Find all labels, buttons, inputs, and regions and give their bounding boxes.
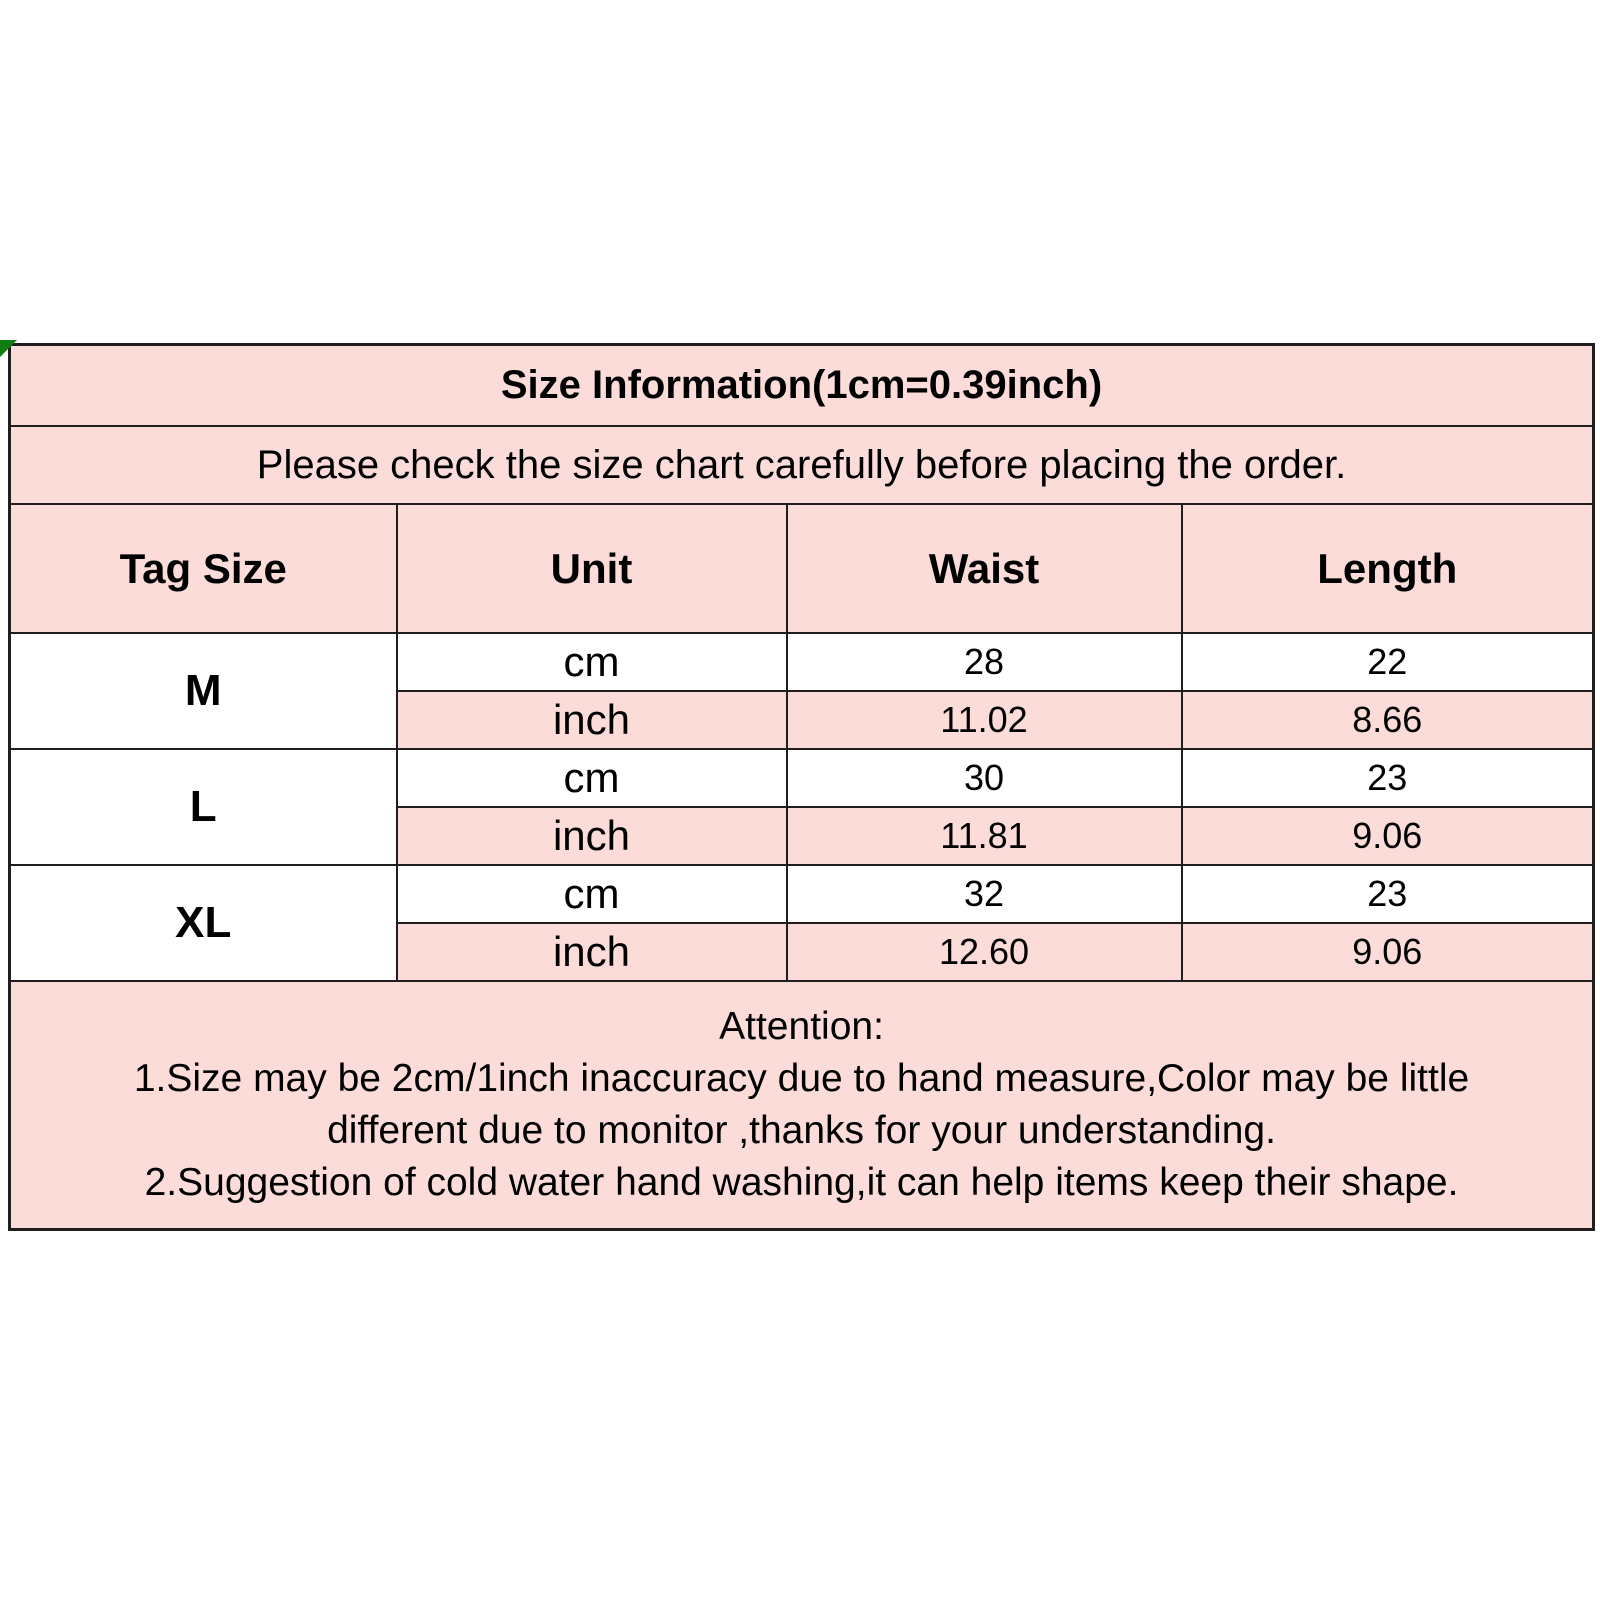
length-value: 9.06: [1182, 923, 1594, 981]
attention-row: [10, 981, 1594, 1230]
header-tag-size: Tag Size: [10, 504, 397, 633]
attention-line-2: different due to monitor ,thanks for your understanding.: [327, 1109, 1276, 1152]
unit-cell: cm: [397, 749, 787, 807]
length-value: 23: [1182, 865, 1594, 923]
column-header-row: [10, 504, 1594, 633]
title-row: [10, 345, 1594, 427]
length-value: 9.06: [1182, 807, 1594, 865]
waist-value: 11.02: [787, 691, 1182, 749]
header-length: Length: [1182, 504, 1594, 633]
unit-cell: cm: [397, 633, 787, 691]
subtitle-row: [10, 426, 1594, 504]
chart-subtitle: Please check the size chart carefully before placing the order.: [10, 426, 1594, 504]
attention-line-3: 2.Suggestion of cold water hand washing,it can help items keep their shape.: [144, 1161, 1459, 1204]
waist-value: 28: [787, 633, 1182, 691]
chart-title: Size Information(1cm=0.39inch): [10, 345, 1594, 427]
length-value: 23: [1182, 749, 1594, 807]
waist-value: 11.81: [787, 807, 1182, 865]
header-unit: Unit: [397, 504, 787, 633]
attention-line-1: 1.Size may be 2cm/1inch inaccuracy due to hand measure,Color may be little: [133, 1057, 1470, 1100]
header-waist: Waist: [787, 504, 1182, 633]
unit-cell: inch: [397, 691, 787, 749]
attention-heading: Attention:: [719, 1005, 884, 1048]
attention-note: [10, 981, 1594, 1230]
unit-cell: inch: [397, 807, 787, 865]
unit-cell: cm: [397, 865, 787, 923]
table-row-l-cm: [10, 749, 1594, 807]
waist-value: 12.60: [787, 923, 1182, 981]
tag-size-m: M: [10, 633, 397, 749]
waist-value: 32: [787, 865, 1182, 923]
length-value: 22: [1182, 633, 1594, 691]
excel-corner-marker-icon: [0, 340, 17, 357]
unit-cell: inch: [397, 923, 787, 981]
table-row-m-cm: [10, 633, 1594, 691]
tag-size-xl: XL: [10, 865, 397, 981]
waist-value: 30: [787, 749, 1182, 807]
size-chart: [8, 343, 1592, 1231]
table-row-xl-cm: [10, 865, 1594, 923]
length-value: 8.66: [1182, 691, 1594, 749]
size-table: [8, 343, 1595, 1231]
tag-size-l: L: [10, 749, 397, 865]
